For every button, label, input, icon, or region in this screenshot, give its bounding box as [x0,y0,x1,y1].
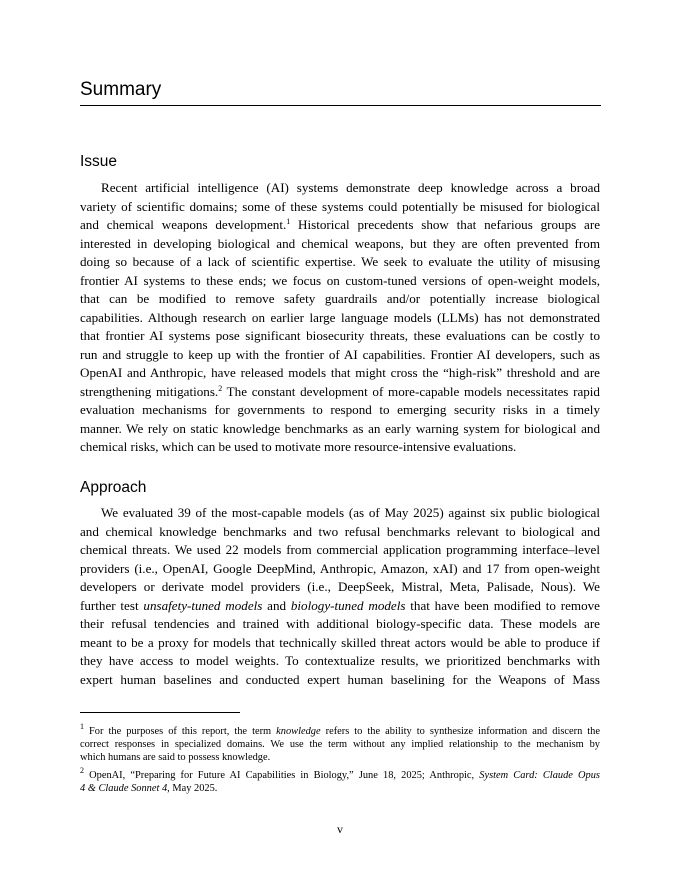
text: further test [80,597,144,613]
footnote-number: 1 [80,722,84,731]
text-line: doing so because of a lack of scientific expertise. We seek to evaluate the utility of misusing [80,254,600,269]
section-title: Summary [80,79,162,100]
text: , May 2025. [167,783,218,794]
text-line: chemical risks, which can be used to motivate more resource-intensive evaluations. [80,439,517,454]
text: strengthening mitigations. [80,383,219,399]
footnote-2 [80,766,600,783]
text-line [80,597,600,615]
approach-heading: Approach [80,479,147,496]
text: refers to the ability to synthesize information and discern the [320,726,600,737]
text-line [80,383,600,401]
emphasis: 4 & Claude Sonnet 4 [80,783,168,794]
emphasis: System Card: Claude Opus [479,770,600,781]
text-line: manner. We rely on static knowledge benchmarks as an early warning system for biological and [80,420,600,436]
text: The constant development of more-capable models necessitates rapid [222,383,600,399]
text-line: they have access to model weights. To contextualize results, we prioritized benchmarks with [80,653,600,668]
text-line: run and struggle to keep up with the frontier of AI capabilities. Frontier AI developers, such as [80,346,600,362]
emphasis: unsafety-tuned models [143,597,263,613]
text-line: capabilities. Although research on earlier large language models (LLMs) has not demonstrated [80,309,600,325]
text-line: that can be modified to remove safety guardrails and/or potentially increase biological [80,291,600,306]
text-line: which humans are said to possess knowledge. [80,752,271,763]
text-line: providers (i.e., OpenAI, Google DeepMind, Anthropic, Amazon, xAI) and 17 from open-weight [80,560,600,576]
page-number: v [337,822,343,836]
text: For the purposes of this report, the term [89,726,277,737]
footnote-ref[interactable]: 1 [286,217,291,226]
text: Historical precedents show that nefarious groups are [290,217,601,232]
footnote-ref[interactable]: 2 [218,383,223,393]
text-line: OpenAI and Anthropic, have released models that might cross the “high-risk” threshold and are [80,365,600,380]
text-line: that frontier AI systems pose significant biosecurity threats, these evaluations can be costly to [80,328,600,343]
text-line: and chemical knowledge benchmarks and two refusal benchmarks relevant to biological and [80,523,600,539]
footnote-separator [80,712,240,713]
text: that have been modified to remove [405,597,600,613]
text-line: their refusal tendencies and trained with additional biology-specific data. These models are [80,616,600,631]
text-line: correct responses in specialized domains. We use the term without any implied relationship to the mechanism by [80,739,600,750]
text-line: chemical threats. We used 22 models from commercial application programming interface–level [80,542,600,557]
footnote-number: 2 [80,766,84,775]
emphasis: biology-tuned models [290,597,406,613]
issue-heading: Issue [80,153,118,170]
text: OpenAI, “Preparing for Future AI Capabilities in Biology,” June 18, 2025; Anthropic, [89,770,480,781]
text: and [262,597,291,613]
text-line: interested in developing biological and chemical weapons, but they are often prevented from [80,235,600,251]
footnote-1 [80,722,600,739]
text-line [80,783,600,796]
text-line: frontier AI systems to these ends; we focus on custom-tuned versions of open-weight models, [80,272,600,288]
text-line: Recent artificial intelligence (AI) systems demonstrate deep knowledge across a broad [101,180,600,195]
text-line: variety of scientific domains; some of these systems could potentially be misused for biological [80,198,600,214]
text-line: meant to be a proxy for models that technically skilled threat actors would be able to produce if [80,634,600,650]
emphasis: knowledge [276,726,321,737]
text-line: evaluation mechanisms for governments to respond to emerging security risks in a timely [80,402,600,417]
title-rule [80,105,601,106]
text: and chemical weapons development. [80,217,287,232]
text-line [80,216,600,234]
text-line: expert human baselines and conducted expert human baselining for the Weapons of Mass [80,671,600,687]
text-line: We evaluated 39 of the most-capable models (as of May 2025) against six public biological [101,505,600,520]
text-line: developers or derivate model providers (i.e., DeepSeek, Mistral, Meta, Palisade, Nous). We [80,579,600,594]
